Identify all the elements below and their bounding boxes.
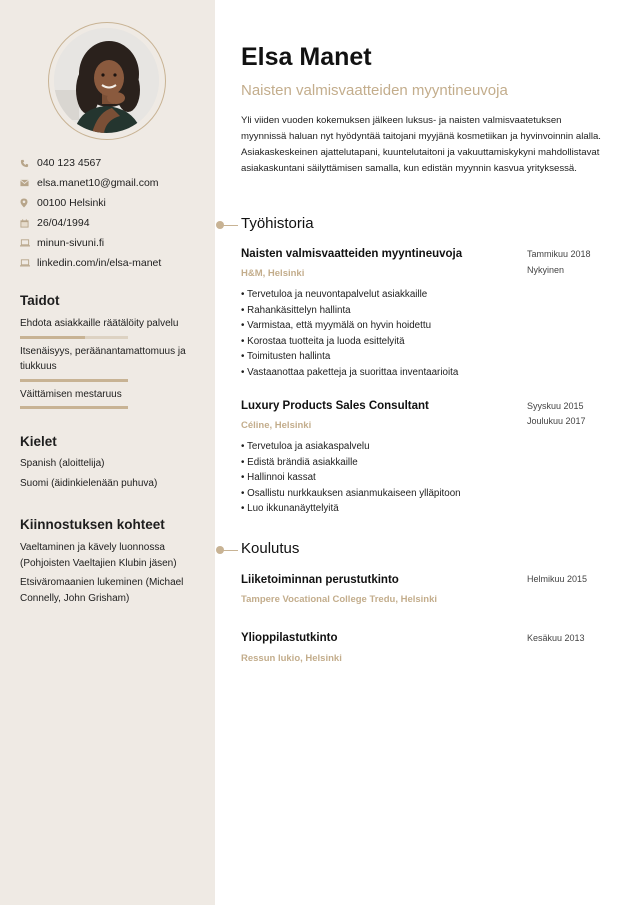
skill-bar [20,406,128,409]
job-date-start: Tammikuu 2018 [527,249,591,259]
languages-heading: Kielet [20,434,57,449]
job-date-end: Nykyinen [527,265,565,275]
phone-icon [20,159,37,168]
degree-date: Helmikuu 2015 [527,574,588,584]
profile-summary: Yli viiden vuoden kokemuksen jälkeen luksus- ja naisten valmisvaatetuksen myynnissä haluan nyt hyödyntää taitojani myyjänä kosmetiikan ja hyvinvoinnin alalla. Asiakaskeskeinen ajattelutapani, kuuntelutaitoni ja vakuuttamiskykyni mahdollistavat asiakaskuntani säilyttämisen samalla, kun edistän myynnin kasvua yrityksessä. [241,115,601,174]
skill-label: Ehdota asiakkaille räätälöity palvelu [20,318,179,329]
mail-icon [20,179,37,187]
calendar-icon [20,219,37,228]
interest-item: Vaeltaminen ja kävely luonnossa (Pohjoisten Vaeltajien Klubin jäsen) [20,542,177,569]
phone-number: 040 123 4567 [37,157,102,169]
birthdate-text: 26/04/1994 [37,217,90,229]
duty-item: • Hallinnoi kassat [241,470,521,486]
section-marker [216,545,238,555]
job-date-end: Joulukuu 2017 [527,416,586,426]
email-address[interactable]: elsa.manet10@gmail.com [37,177,159,189]
job-title-heading: Naisten valmisvaatteiden myyntineuvoja [241,82,508,99]
contact-birthdate [20,213,210,233]
website-link[interactable]: minun-sivuni.fi [37,237,105,249]
duty-item: • Toimitusten hallinta [241,349,521,365]
job-duties [241,287,521,380]
linkedin-link[interactable]: linkedin.com/in/elsa-manet [37,257,162,269]
skill-bar-fill [20,336,85,339]
duty-item: • Tervetuloa ja asiakaspalvelu [241,439,521,455]
degree-school: Ressun lukio, Helsinki [241,653,342,664]
sidebar [0,0,215,905]
contact-phone [20,153,210,173]
skills-heading: Taidot [20,293,60,308]
duty-item: • Korostaa tuotteita ja luoda esittelyitä [241,334,521,350]
degree-title: Ylioppilastutkinto [241,632,338,644]
skill-bar-fill [20,379,128,382]
section-marker [216,220,238,230]
profile-photo-frame [48,22,166,140]
contact-location [20,193,210,213]
duty-item: • Edistä brändiä asiakkaille [241,455,521,471]
duty-item: • Varmistaa, että myymälä on hyvin hoidettu [241,318,521,334]
duty-item: • Osallistu nurkkauksen asianmukaiseen ylläpitoon [241,486,521,502]
job-title: Naisten valmisvaatteiden myyntineuvoja [241,248,463,260]
candidate-name: Elsa Manet [241,43,372,71]
job-company: H&M, Helsinki [241,268,305,279]
duty-item: • Luo ikkunanäyttelyitä [241,501,521,517]
skill-bar-fill [20,406,128,409]
language-item: Suomi (äidinkielenään puhuva) [20,478,158,489]
contact-email [20,173,210,193]
duty-item: • Tervetuloa ja neuvontapalvelut asiakkaille [241,287,521,303]
job-title: Luxury Products Sales Consultant [241,400,429,412]
job-duties [241,439,521,517]
skill-label: Itsenäisyys, peräänantamattomuus ja tiukkuus [20,346,186,372]
degree-date: Kesäkuu 2013 [527,633,585,643]
interest-item: Etsiväromaanien lukeminen (Michael Connelly, John Grisham) [20,577,184,604]
contact-list [20,153,210,273]
location-text: 00100 Helsinki [37,197,106,209]
linkedin-icon [20,259,37,267]
skill-bar [20,379,128,382]
skill-label: Väittämisen mestaruus [20,389,122,400]
contact-website [20,233,210,253]
degree-school: Tampere Vocational College Tredu, Helsinki [241,594,438,605]
duty-item: • Rahankäsittelyn hallinta [241,303,521,319]
work-history-heading: Työhistoria [241,215,314,232]
language-item: Spanish (aloittelija) [20,458,105,469]
skill-bar [20,336,128,339]
contact-linkedin [20,253,210,273]
job-company: Céline, Helsinki [241,420,312,431]
job-date-start: Syyskuu 2015 [527,401,584,411]
location-icon [20,198,37,208]
education-heading: Koulutus [241,540,300,557]
laptop-icon [20,239,37,247]
interests-heading: Kiinnostuksen kohteet [20,517,165,532]
degree-title: Liiketoiminnan perustutkinto [241,574,399,586]
duty-item: • Vastaanottaa paketteja ja suorittaa inventaarioita [241,365,521,381]
avatar [54,28,159,133]
